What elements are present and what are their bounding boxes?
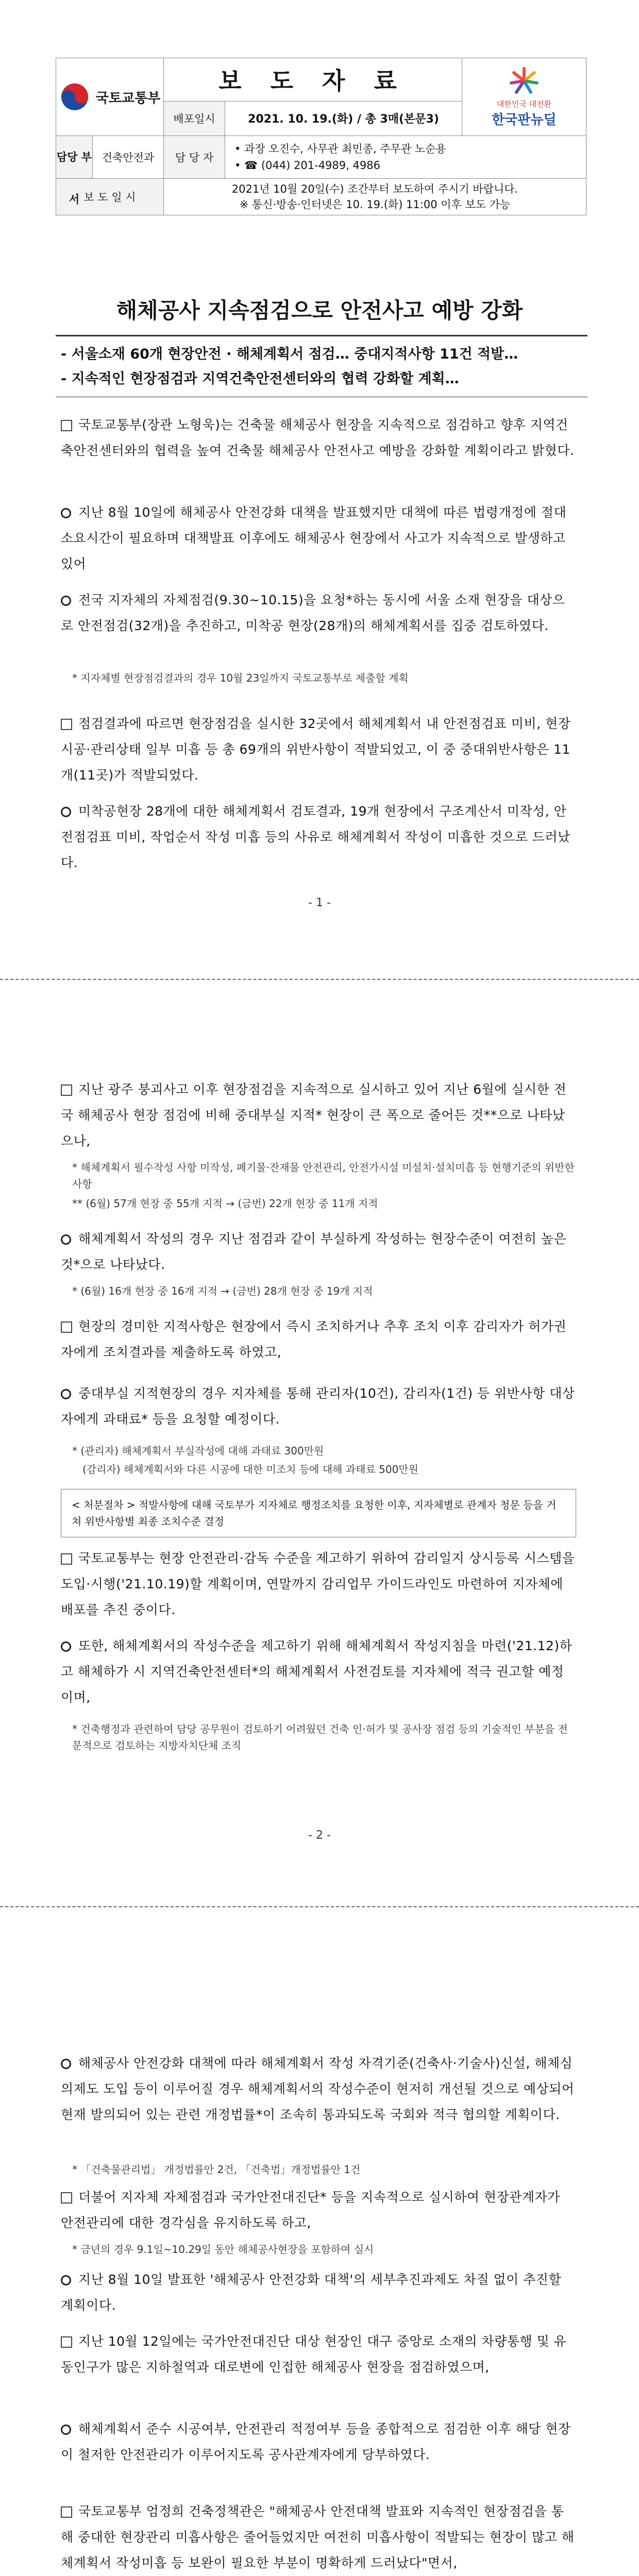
ministry-name: 국토교통부 — [95, 90, 161, 106]
p1-intro — [61, 412, 576, 464]
square-bullet-icon — [61, 2506, 72, 2518]
dept-name: 건축안전과 — [102, 151, 155, 164]
square-bullet-icon — [61, 1553, 72, 1565]
p3-quote-1-text: 국토교통부 엄정희 건축정책관은 "해체공사 안전대책 발표와 지속적인 현장점검을 통해 중대한 현장관리 미흡사항은 줄어들었지만 여전히 미흡사항이 적발되는 현장이 많고 해체계획서 작성미흡 등 보완이 필요한 부분이 명확하게 드러났다"면서, — [61, 2504, 575, 2570]
page-number-1: - 1 - — [308, 896, 331, 909]
p3-tasks — [61, 2267, 576, 2318]
p2-guidelines-text: 또한, 해체계획서의 작성수준을 제고하기 위해 해체계획서 작성지침을 마련('21.12)하고 해체하가 시 지역건축안전센터*의 해체계획서 사전검토를 지자체에 적극 권고할 예정이며, — [61, 1638, 573, 1705]
p2-plan-quality-text: 해체계획서 작성의 경우 지난 점검과 같이 부실하게 작성하는 현장수준이 여전히 높은 것*으로 나타났다. — [61, 1231, 567, 1272]
embargo-line1: 2021년 10월 20일(수) 조간부터 보도하여 주시기 바랍니다. — [231, 183, 518, 195]
p2-trend-text: 지난 광주 붕괴사고 이후 현장점검을 지속적으로 실시하고 있어 지난 6월에 실시한 전국 해체공사 현장 점검에 비해 중대부실 지적* 현장이 큰 폭으로 줄어든 것**으로 나타났으나, — [61, 1082, 567, 1148]
p2-penalty — [61, 1381, 576, 1432]
title-rule — [56, 335, 587, 336]
person-value: • 과장 오진수, 사무관 최민종, 주무관 노순용 — [234, 143, 446, 155]
p2-trend — [61, 1077, 576, 1154]
p3-quote-1 — [61, 2499, 576, 2576]
circle-bullet-icon — [61, 508, 71, 518]
p3-check-text: 해체계획서 준수 시공여부, 안전관리 적정여부 등을 종합적으로 점검한 이후 해당 현장이 철저한 안전관리가 이루어지도록 공사관계자에게 당부하였다. — [61, 2421, 571, 2462]
circle-bullet-icon — [61, 596, 71, 606]
page-break — [0, 979, 639, 980]
person-label: 담 당 자 — [164, 136, 225, 179]
p3-law-text: 해체공사 안전강화 대책에 따라 해체계획서 작성 자격기준(건축사·기술사)신설, 해체심의제도 도입 등이 이루어질 경우 해체계획서의 작성수준이 현저히 개선될 것으로 예상되어 현재 발의되어 있는 관련 개정법률*이 조속히 통과되도록 국회와 적극 협의할 계획이다. — [61, 2056, 575, 2122]
page-1 — [0, 0, 639, 1020]
page-number-2: - 2 - — [308, 1829, 331, 1842]
p2-supervision-text: 국토교통부는 현장 안전관리·감독 수준을 제고하기 위하여 감리일지 상시등록 시스템을 도입·시행('21.10.19)할 계획이며, 연말까지 감리업무 가이드라인도 마련하여 지자체에 배포를 추진 중이다. — [61, 1551, 575, 1617]
subtitle-2: - 지속적인 현장점검과 지역건축안전센터와의 협력 강화할 계획… — [61, 371, 459, 387]
p1-results-text: 점검결과에 따르면 현장점검을 실시한 32곳에서 해체계획서 내 안전점검표 미비, 현장시공·관리상태 일부 미흡 등 총 69개의 위반사항이 적발되었고, 이 중 중대위반사항은 11개(11곳)가 적발되었다. — [61, 716, 571, 783]
circle-bullet-icon — [61, 2275, 71, 2285]
p2-note-6: * 건축행정과 관련하여 담당 공무원이 검토하기 어려웠던 건축 인·허가 및 공사장 점검 등의 기술적인 부분을 전문적으로 검토하는 지방자치단체 조직 — [72, 1723, 568, 1752]
brand-small-text: 대한민국 대전환 — [496, 99, 552, 109]
square-bullet-icon — [61, 420, 72, 431]
p1-results — [61, 711, 576, 788]
p2-minor-text: 현장의 경미한 지적사항은 현장에서 즉시 조치하거나 추후 조치 이후 감리자가 허가권자에게 조치결과를 제출하도록 하였고, — [61, 1319, 567, 1360]
p2-note-5: (감리자) 해체계획서와 다른 시공에 대한 미조치 등에 대해 과태료 500만원 — [82, 1463, 418, 1476]
person-cell — [225, 136, 586, 179]
square-bullet-icon — [61, 719, 72, 730]
p2-guidelines — [61, 1633, 576, 1710]
circle-bullet-icon — [61, 807, 71, 817]
circle-bullet-icon — [61, 1234, 71, 1245]
p3-continuous — [61, 2184, 576, 2236]
dist-label: 배포일시 — [164, 101, 225, 135]
p3-continuous-text: 더불어 지자체 자체점검과 국가안전대진단* 등을 지속적으로 실시하여 현장관계자가 안전관리에 대한 경각심을 유지하도록 하고, — [61, 2190, 560, 2230]
circle-bullet-icon — [61, 2059, 71, 2069]
p3-law — [61, 2050, 576, 2128]
p1-background — [61, 500, 576, 577]
square-bullet-icon — [61, 2192, 72, 2204]
person-phone: • ☎ (044) 201-4989, 4986 — [234, 159, 380, 172]
circle-bullet-icon — [61, 1389, 71, 1399]
circle-bullet-icon — [61, 1641, 71, 1652]
p1-background-text: 지난 8월 10일에 해체공사 안전강화 대책을 발표했지만 대책에 따른 법령개정에 절대 소요시간이 필요하며 대책발표 이후에도 해체공사 현장에서 사고가 지속적으로 발생하고 있어 — [61, 505, 567, 571]
p1-inspection — [61, 587, 576, 639]
p2-plan-quality — [61, 1226, 576, 1278]
p2-note-3: * (6월) 16개 현장 중 16개 지적 → (금번) 28개 현장 중 19개 지적 — [72, 1285, 373, 1297]
p2-note-1: * 해체계획서 필수작성 사항 미작성, 폐기물·잔재물 안전관리, 안전가시설 미설치·설치미흡 등 현행기준의 위반한 사항 — [72, 1161, 575, 1190]
newdeal-brand — [462, 58, 586, 136]
press-header — [56, 58, 586, 215]
p3-daegu-text: 지난 10월 12일에는 국가안전대진단 대상 현장인 대구 중앙로 소재의 차량통행 및 유동인구가 많은 지하철역과 대로변에 인접한 해체공사 현장을 점검하였으며, — [61, 2334, 567, 2375]
newdeal-logo-icon — [506, 65, 542, 96]
p2-note-4: * (관리자) 해체계획서 부실작성에 대해 과태료 300만원 — [72, 1445, 324, 1457]
page-3 — [0, 2040, 639, 2576]
dist-value: 2021. 10. 19.(화) / 총 3매(본문3) — [225, 101, 462, 135]
p3-note-2: * 금년의 경우 9.1일~10.29일 동안 해체공사현장을 포함하여 실시 — [72, 2243, 374, 2256]
p2-minor — [61, 1314, 576, 1365]
embargo-notice — [164, 179, 586, 215]
press-title: 보 도 자 료 — [164, 58, 462, 101]
square-bullet-icon — [61, 1321, 72, 1333]
p1-note: * 지자체별 현장점검결과의 경우 10월 23일까지 국토교통부로 제출할 계획 — [72, 672, 409, 684]
main-title: 해체공사 지속점검으로 안전사고 예방 강화 — [116, 298, 523, 323]
circle-bullet-icon — [61, 2425, 71, 2435]
p3-check — [61, 2416, 576, 2468]
korea-emblem-icon — [59, 81, 90, 112]
embargo-line2: ※ 통신·방송·인터넷은 10. 19.(화) 11:00 이후 보도 가능 — [239, 198, 511, 211]
p2-penalty-text: 중대부실 지적현장의 경우 지자체를 통해 관리자(10건), 감리자(1건) 등 위반사항 대상자에게 과태료* 등을 요청할 예정이다. — [61, 1386, 575, 1427]
page-2 — [0, 1020, 639, 2040]
dept-label: 담당 부서 — [56, 136, 93, 178]
p1-plan-review — [61, 799, 576, 876]
embargo-label: 보 도 일 시 — [56, 179, 164, 215]
brand-big-text: 한국판뉴딜 — [492, 112, 557, 128]
p1-inspection-text: 전국 지자체의 자체점검(9.30~10.15)을 요청*하는 동시에 서울 소재 현장을 대상으로 안전점검(32개)을 추진하고, 미착공 현장(28개)의 해체계획서를 집중 검토하였다. — [61, 592, 565, 633]
p3-daegu — [61, 2329, 576, 2380]
page-break — [0, 1906, 639, 1907]
p1-plan-review-text: 미착공현장 28개에 대한 해체계획서 검토결과, 19개 현장에서 구조계산서 미작성, 안전점검표 미비, 작업순서 작성 미흡 등의 사유로 해체계획서 작성이 미흡한 것으로 드러났다. — [61, 804, 570, 870]
p3-note-1: * 「건축물관리법」 개정법률안 2건, 「건축법」개정법률안 1건 — [72, 2163, 361, 2176]
ministry-logo — [56, 58, 164, 136]
p3-tasks-text: 지난 8월 10일 발표한 '해체공사 안전강화 대책'의 세부추진과제도 차질 없이 추진할 계획이다. — [61, 2272, 562, 2313]
p2-note-2: ** (6월) 57개 현장 중 55개 지적 → (금번) 22개 현장 중 11개 지적 — [72, 1197, 378, 1210]
procedure-box: < 처분절차 > 적발사항에 대해 국토부가 지자체로 행정조치를 요청한 이후, 지자체별로 관계자 청문 등을 거쳐 위반사항별 최종 조치수준 결정 — [61, 1489, 576, 1537]
p2-supervision — [61, 1546, 576, 1623]
square-bullet-icon — [61, 2336, 72, 2348]
subtitle-1: - 서울소재 60개 현장안전 · 해체계획서 점검… 중대지적사항 11건 적발… — [61, 346, 518, 362]
square-bullet-icon — [61, 1084, 72, 1096]
p1-intro-text: 국토교통부(장관 노형욱)는 건축물 해체공사 현장을 지속적으로 점검하고 향후 지역건축안전센터와의 협력을 높여 건축물 해체공사 안전사고 예방을 강화할 계획이라고 밝혔다. — [61, 417, 575, 458]
